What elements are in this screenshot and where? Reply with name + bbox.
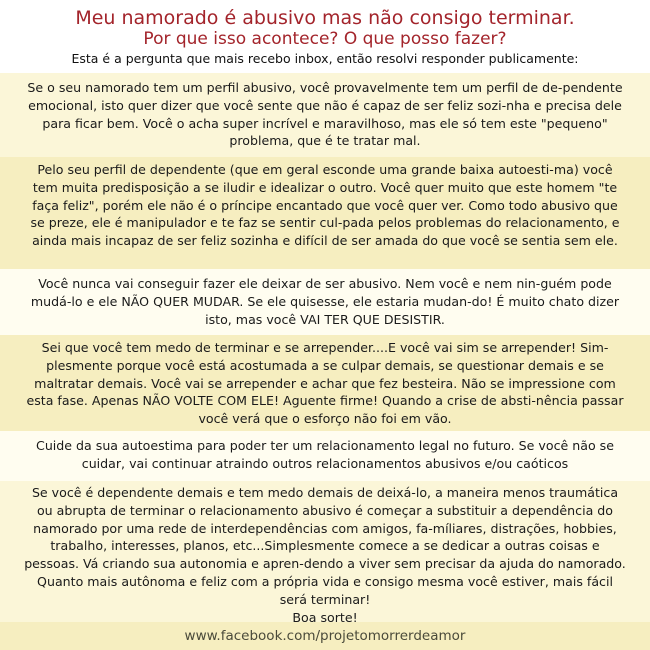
paragraph-6: Se você é dependente demais e tem medo demais de deixá-lo, a maneira menos traumática ou abrupta de terminar o relacionamento abusivo é começar a substituir a dependência do namorado por uma rede de interdependências com amigos, fa-míliares, distrações, hobbies, trabalho, interesses, planos, etc...Simplesmente comece a se dedicar a outras coisas e pessoas. Vá criando sua autonomia e apren-dendo a viver sem precisar da ajuda do namorado. Quanto mais autônoma e feliz com a própria vida e consigo mesma você estiver, mais fácil será terminar! bbox=[24, 485, 626, 607]
paragraph-3: Você nunca vai conseguir fazer ele deixar de ser abusivo. Nem você e nem nin-guém pode mudá-lo e ele NÃO QUER MUDAR. Se ele quisesse, ele estaria mudan-do! É muito chato dizer isto, mas você VAI TER QUE DESISTIR. bbox=[30, 276, 620, 327]
paragraph-block-1 bbox=[0, 73, 650, 157]
paragraph-5: Cuide da sua autoestima para poder ter um relacionamento legal no futuro. Se você não se cuidar, vai continuar atraindo outros relacionamentos abusivos e/ou caóticos bbox=[36, 438, 614, 471]
page-title: Meu namorado é abusivo mas não consigo terminar. bbox=[75, 7, 575, 29]
paragraph-block-6 bbox=[0, 481, 650, 625]
header bbox=[0, 0, 650, 73]
paragraph-block-5 bbox=[0, 431, 650, 481]
paragraph-block-2 bbox=[0, 157, 650, 269]
paragraph-1: Se o seu namorado tem um perfil abusivo, você provavelmente tem um perfil de de-pendente emocional, isto quer dizer que você sente que não é capaz de ser feliz sozi-nha e precisa dele para ficar bem. Você o acha super incrível e maravilhoso, mas ele só tem este "pequeno" problema, que é te tratar mal. bbox=[27, 80, 623, 149]
footer-link[interactable]: www.facebook.com/projetomorrerdeamor bbox=[184, 628, 466, 644]
paragraph-4: Sei que você tem medo de terminar e se arrepender....E você vai sim se arrepender! Sim-plesmente porque você está acostumada a se culpar demais, se questionar demais e se maltratar demais. Você vai se arrepender e achar que fez besteira. Não se impressione com esta fase. Apenas NÃO VOLTE COM ELE! Aguente firme! Quando a crise de absti-nência passar você verá que o esforço não foi em vão. bbox=[26, 340, 624, 427]
intro-text: Esta é a pergunta que mais recebo inbox, então resolvi responder publicamente: bbox=[71, 51, 579, 66]
paragraph-2: Pelo seu perfil de dependente (que em geral esconde uma grande baixa autoesti-ma) você tem muita predisposição a se iludir e idealizar o outro. Você quer muito que este homem "te faça feliz", porém ele não é o príncipe encantado que você quer ver. Como todo abusivo que se preze, ele é manipulador e te faz se sentir cul-pada pelos problemas do relacionamento, e ainda mais incapaz de ser feliz sozinha e difícil de ser amada do que você se sentia sem ele. bbox=[30, 162, 620, 249]
paragraph-block-4 bbox=[0, 335, 650, 431]
paragraph-block-3 bbox=[0, 269, 650, 335]
page-subtitle: Por que isso acontece? O que posso fazer? bbox=[143, 29, 507, 49]
closing-text: Boa sorte! bbox=[292, 609, 358, 625]
